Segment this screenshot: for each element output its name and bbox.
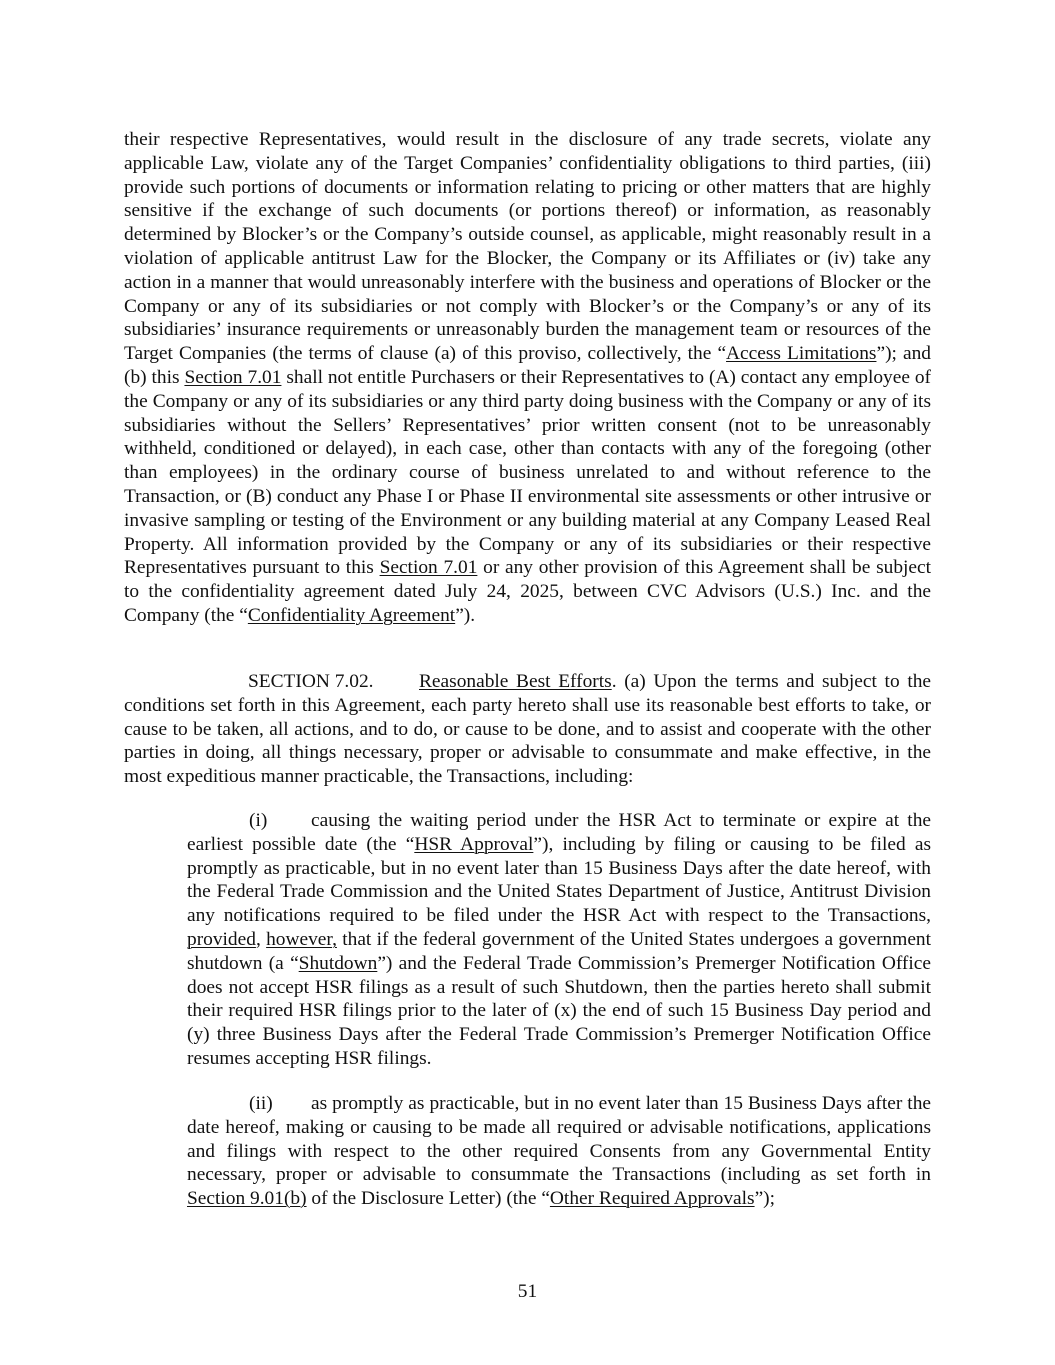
defined-term-other-required-approvals: Other Required Approvals <box>549 1188 755 1210</box>
text-run: or any other provision of this Agreement shall be subject to the confidentiality agreement dated July 24, 2025, between CVC Advisors (U.S.) Inc. and the Company (the “ <box>124 557 932 626</box>
text-run: ”); <box>754 1188 776 1210</box>
text-run: as promptly as practicable, but in no event later than 15 Business Days after the date hereof, making or causing to be made all required or advisable notifications, applications and filings with respect to the other required Consents from any Governmental Entity necessary, proper or advisable to consummate the Transactions (including as set forth in <box>187 1093 931 1186</box>
section-heading: Reasonable Best Efforts <box>419 671 612 692</box>
defined-term-hsr-approval: HSR Approval <box>414 833 534 855</box>
text-run: shall not entitle Purchasers or their Representatives to (A) contact any employee of the Company or any of its subsidiaries or any third party doing business with the Company or any of its subsidiaries without the Sellers’ Representatives’ prior written consent (not to be unreasonably withheld, conditioned or delayed), in each case, other than contacts with any of the foregoing (other than employees) in the ordinary course of business unrelated to and without reference to the Transaction, or (B) conduct any Phase I or Phase II environmental site assessments or other intrusive or invasive sampling or testing of the Environment or any building material at any Company Leased Real Property. All information provided by the Company or any of its subsidiaries or their respective Representatives pursuant to this <box>124 366 931 579</box>
text-run: ”), including by filing or causing to be filed as promptly as practicable, but in no event later than 15 Business Days after the date hereof, with the Federal Trade Commission and the United States Department of Justice, Antitrust Division any notifications required to be filed under the HSR Act with respect to the Transactions, <box>187 833 932 927</box>
section-reference-7-01: Section 7.01 <box>379 557 478 579</box>
defined-term-confidentiality-agreement: Confidentiality Agreement <box>247 604 456 626</box>
defined-term-shutdown: Shutdown <box>298 952 378 974</box>
defined-term-access-limitations: Access Limitations <box>726 343 877 365</box>
section-reference-9-01b: Section 9.01(b) <box>187 1188 307 1210</box>
section-reference-7-01: Section 7.01 <box>184 366 282 388</box>
list-item-i-hsr-approval <box>187 809 931 1071</box>
paragraph-section-7-02 <box>124 670 931 789</box>
page-number: 51 <box>517 1281 538 1302</box>
text-run: ”); and (b) this <box>124 343 932 388</box>
section-number: SECTION 7.02. <box>248 671 374 692</box>
list-item-ii-other-required-approvals <box>187 1092 931 1211</box>
list-item-number: (ii) <box>249 1093 273 1114</box>
paragraph-access-limitations <box>124 128 931 628</box>
text-run: of the Disclosure Letter) (the “ <box>306 1188 550 1210</box>
list-item-number: (i) <box>249 810 268 831</box>
term-provided: provided <box>187 928 256 950</box>
text-run: , <box>255 928 267 950</box>
term-however: however, <box>266 928 337 950</box>
text-run: ”) and the Federal Trade Commission’s Premerger Notification Office does not accept HSR filings as a result of such Shutdown, then the parties hereto shall submit their required HSR filings prior to the later of (x) the end of such 15 Business Day period and (y) three Business Days after the Federal Trade Commission’s Premerger Notification Office resumes accepting HSR filings. <box>187 952 931 1069</box>
text-run: that if the federal government of the United States undergoes a government shutdown (a “ <box>187 928 932 974</box>
text-run: their respective Representatives, would result in the disclosure of any trade secrets, violate any applicable Law, violate any of the Target Companies’ confidentiality obligations to third parties, (iii) provide such portions of documents or information relating to pricing or other matters that are highly sensitive if the exchange of such documents (or portions thereof) or information, as reasonably determined by Blocker’s or the Company’s outside counsel, as applicable, might reasonably result in a violation of applicable antitrust Law for the Blocker, the Company or its Affiliates or (iv) take any action in a manner that would unreasonably interfere with the business and operations of Blocker or the Company or any of its subsidiaries or not comply with Blocker’s or the Company’s or any of its subsidiaries’ insurance requirements or unreasonably burden the management team or resources of the Target Companies (the terms of clause (a) of this proviso, collectively, the “ <box>124 129 931 365</box>
text-run: . (a) Upon the terms and subject to the conditions set forth in this Agreement, each party hereto shall use its reasonable best efforts to take, or cause to be taken, all actions, and to do, or cause to be done, and to assist and cooperate with the other parties in doing, all things necessary, proper or advisable to consummate and make effective, in the most expeditious manner practicable, the Transactions, including: <box>124 671 932 788</box>
text-run: ”). <box>455 604 476 626</box>
text-run: causing the waiting period under the HSR Act to terminate or expire at the earliest possible date (the “ <box>187 810 931 855</box>
